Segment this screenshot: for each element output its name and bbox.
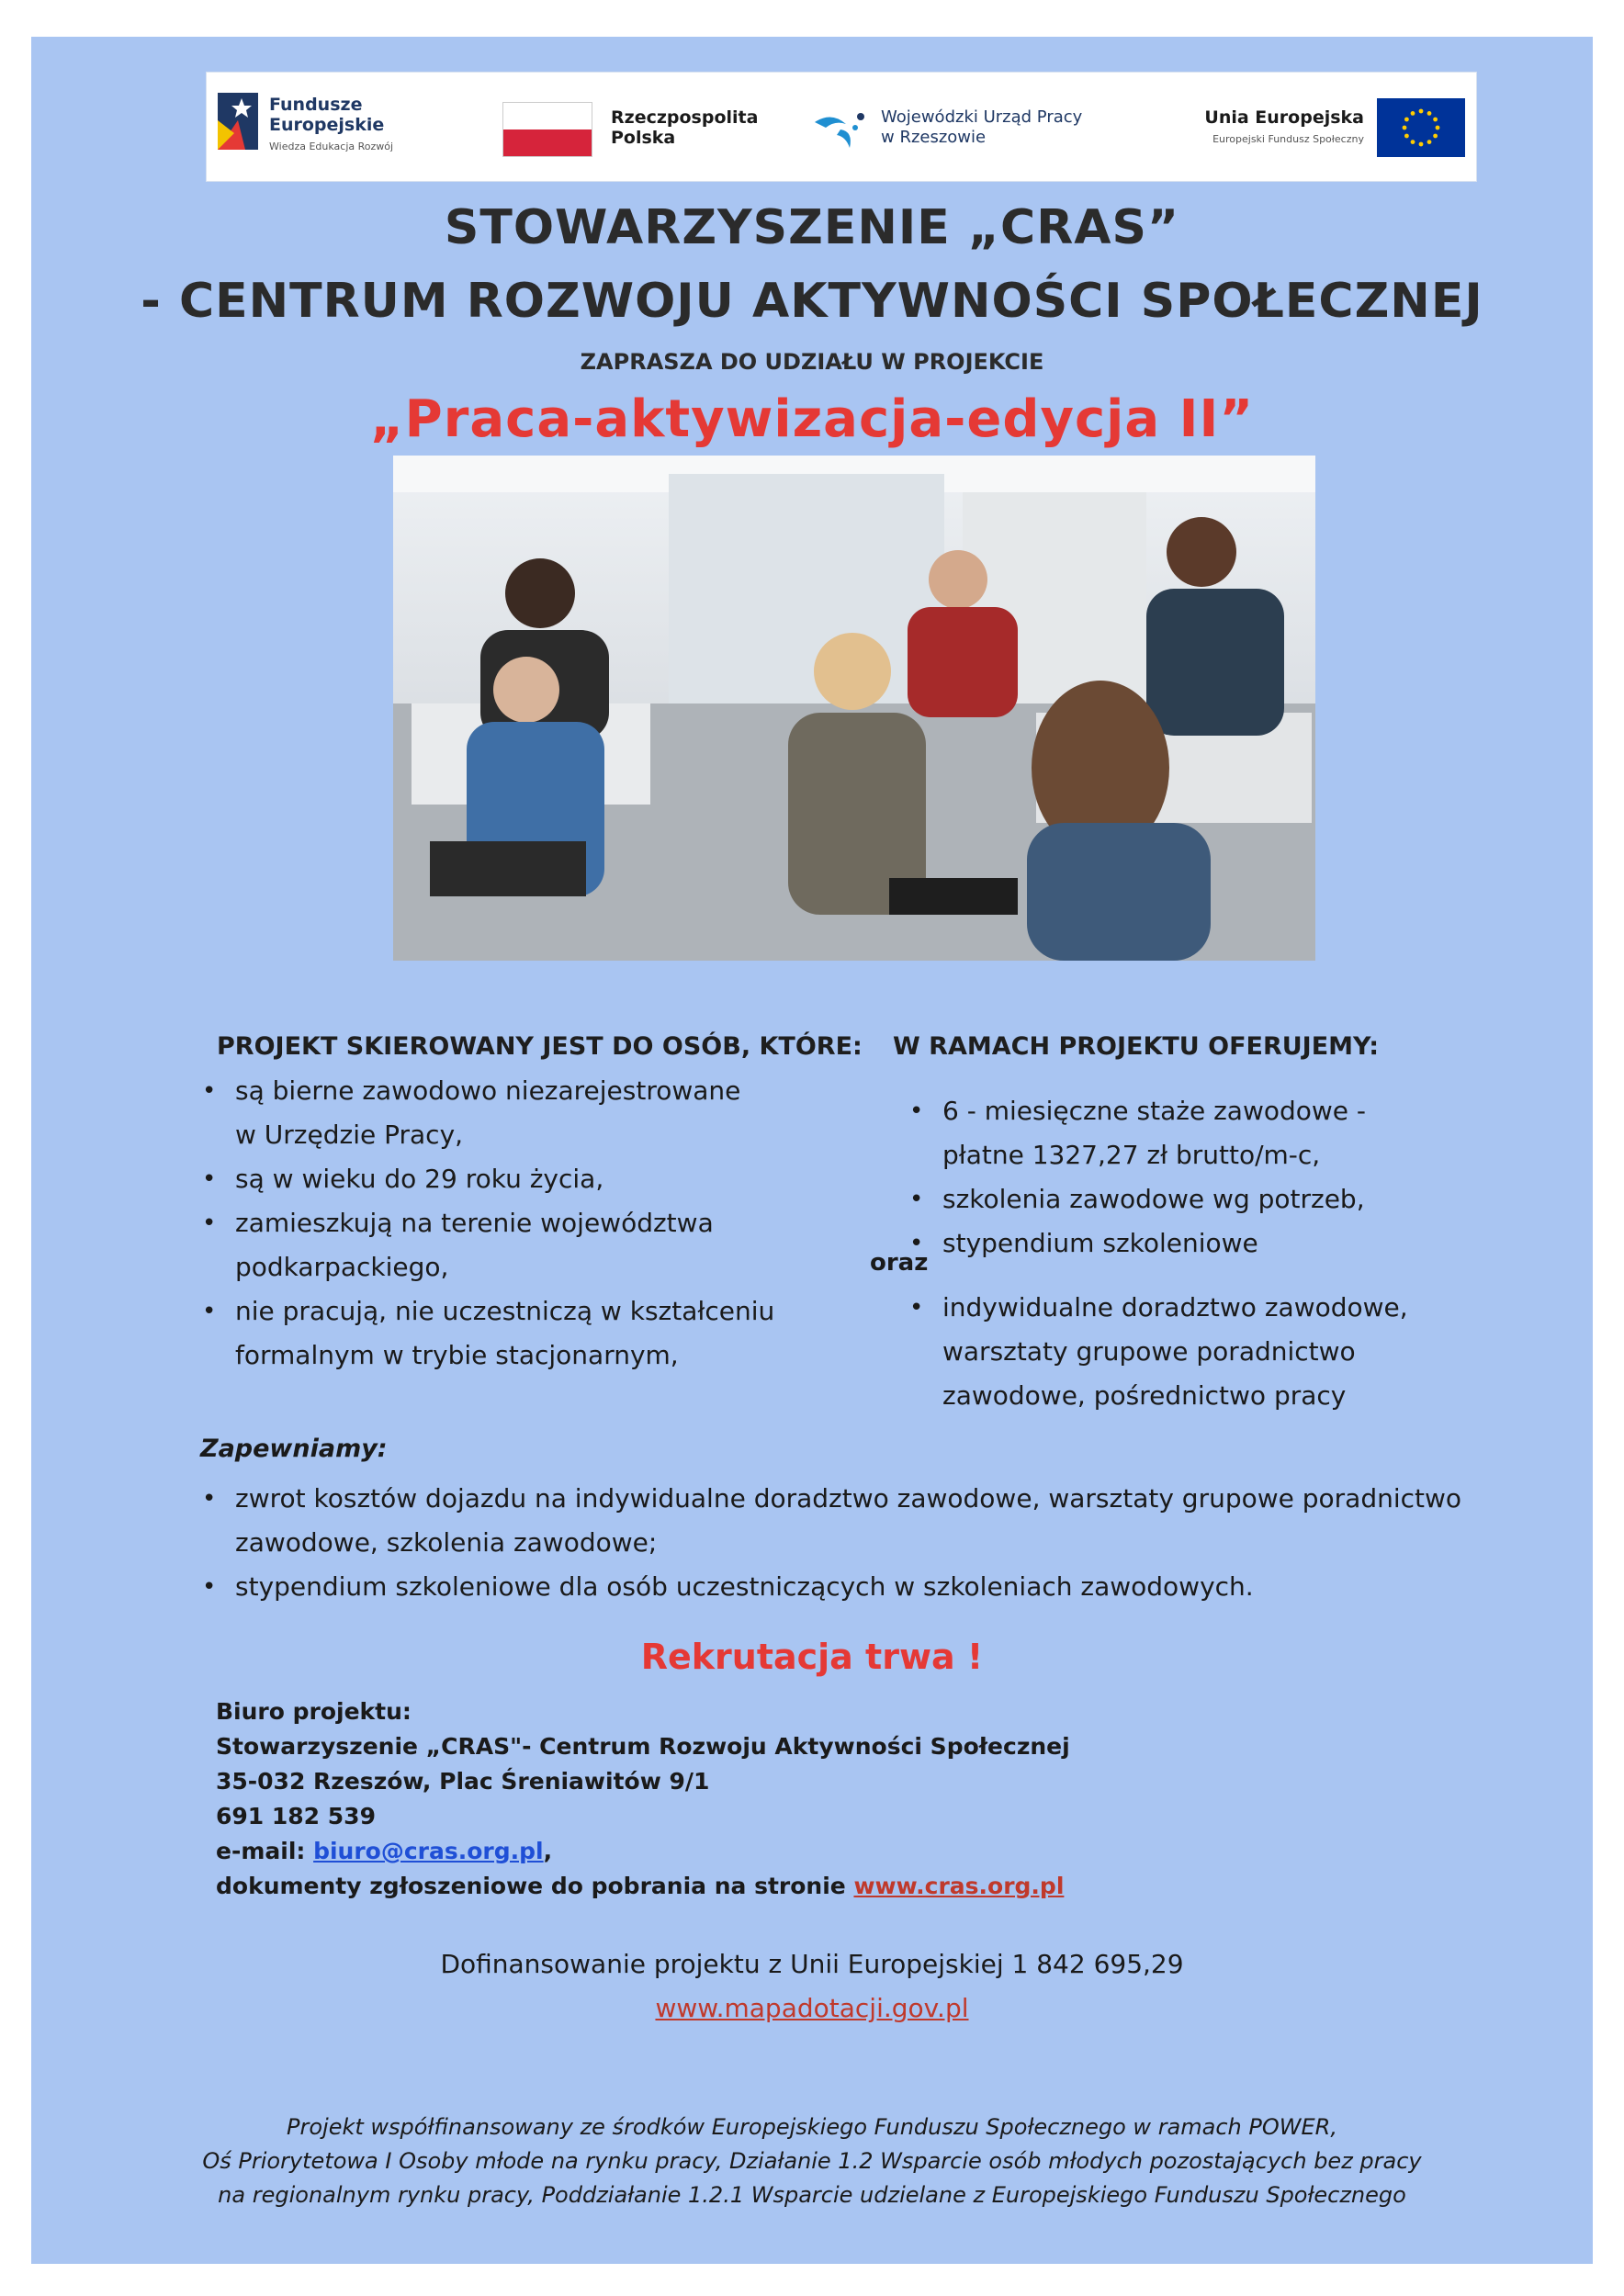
target-group-list	[198, 1069, 841, 1378]
office-docs-line: dokumenty zgłoszeniowe do pobrania na stronie www.cras.org.pl	[216, 1873, 1065, 1899]
project-office	[216, 1694, 1070, 1904]
funding-amount: Dofinansowanie projektu z Unii Europejskiej 1 842 695,29	[440, 1949, 1184, 1979]
offer-extra-list	[906, 1286, 1530, 1418]
eu-flag-icon	[1377, 98, 1465, 157]
office-label: Biuro projektu:	[216, 1698, 412, 1725]
offer-heading: W RAMACH PROJEKTU OFERUJEMY:	[893, 1032, 1380, 1061]
list-item: • szkolenia zawodowe wg potrzeb,	[906, 1177, 1530, 1221]
target-group-heading: PROJEKT SKIEROWANY JEST DO OSÓB, KTÓRE:	[217, 1032, 863, 1061]
wup-title-2: w Rzeszowie	[881, 128, 987, 147]
list-item: • zwrot kosztów dojazdu na indywidualne doradztwo zawodowe, warsztaty grupowe poradnictwo zawodowe, szkolenia zawodowe;	[198, 1477, 1521, 1565]
mapadotacji-link[interactable]: www.mapadotacji.gov.pl	[655, 1993, 969, 2023]
title-line-1: STOWARZYSZENIE „CRAS”	[444, 200, 1180, 255]
project-name: „Praca-aktywizacja-edycja II”	[369, 389, 1255, 449]
poster	[31, 37, 1593, 2264]
wup-title-1: Wojewódzki Urząd Pracy	[881, 107, 1083, 127]
invitation-line: ZAPRASZA DO UDZIAŁU W PROJEKCIE	[580, 349, 1044, 375]
polish-flag-icon	[502, 102, 592, 157]
fe-star-icon	[218, 93, 258, 150]
list-item: • stypendium szkoleniowe	[906, 1221, 1530, 1266]
email-link[interactable]: biuro@cras.org.pl	[313, 1838, 544, 1864]
rzeczpospolita-logo	[502, 73, 778, 181]
title-line-2: - CENTRUM ROZWOJU AKTYWNOŚCI SPOŁECZNEJ	[141, 274, 1483, 329]
list-item: • 6 - miesięczne staże zawodowe - płatne 1327,27 zł brutto/m-c,	[906, 1089, 1530, 1177]
fe-title-1: Fundusze	[269, 95, 363, 115]
list-item: • stypendium szkoleniowe dla osób uczestniczących w szkoleniach zawodowych.	[198, 1565, 1521, 1609]
office-address: 35-032 Rzeszów, Plac Śreniawitów 9/1	[216, 1768, 710, 1795]
fe-subtitle: Wiedza Edukacja Rozwój	[269, 141, 394, 152]
website-link[interactable]: www.cras.org.pl	[853, 1873, 1065, 1899]
list-item: • nie pracują, nie uczestniczą w kształceniu formalnym w trybie stacjonarnym,	[198, 1289, 841, 1378]
offer-list	[906, 1089, 1530, 1266]
fundusze-europejskie-logo	[207, 73, 464, 181]
logo-bar	[206, 72, 1477, 182]
wup-logo	[813, 73, 1107, 181]
list-item: • są bierne zawodowo niezarejestrowane w Urzędzie Pracy,	[198, 1069, 841, 1157]
wup-bird-icon	[813, 104, 872, 150]
rp-title-1: Rzeczpospolita	[611, 107, 759, 128]
recruitment-banner: Rekrutacja trwa !	[640, 1637, 984, 1677]
rp-title-2: Polska	[611, 128, 676, 148]
group-meeting-photo	[393, 456, 1315, 961]
ue-subtitle: Europejski Fundusz Społeczny	[1212, 133, 1364, 145]
unia-europejska-logo	[1180, 73, 1465, 181]
cofinancing-note: Projekt współfinansowany ze środków Europejskiego Funduszu Społecznego w ramach POWER, Oś Priorytetowa I Osoby młode na rynku pracy, Działanie 1.2 Wsparcie osób młodych pozostających bez pracy na regionalnym rynku pracy, Poddziałanie 1.2.1 Wsparcie udzielane z Europejskiego Funduszu Społecznego	[202, 2114, 1422, 2208]
list-item: • zamieszkują na terenie województwa podkarpackiego,	[198, 1201, 841, 1289]
ue-title: Unia Europejska	[1204, 107, 1364, 128]
office-phone: 691 182 539	[216, 1803, 376, 1829]
list-item: • są w wieku do 29 roku życia,	[198, 1157, 841, 1201]
guarantee-heading: Zapewniamy:	[200, 1435, 388, 1463]
list-item: • indywidualne doradztwo zawodowe, warsztaty grupowe poradnictwo zawodowe, pośrednictwo pracy	[906, 1286, 1530, 1418]
office-name: Stowarzyszenie „CRAS"- Centrum Rozwoju Aktywności Społecznej	[216, 1733, 1070, 1760]
fe-title-2: Europejskie	[269, 115, 385, 135]
oraz-connector: oraz	[870, 1249, 929, 1277]
office-email-line: e-mail: biuro@cras.org.pl,	[216, 1838, 553, 1864]
guarantee-list	[198, 1477, 1521, 1609]
